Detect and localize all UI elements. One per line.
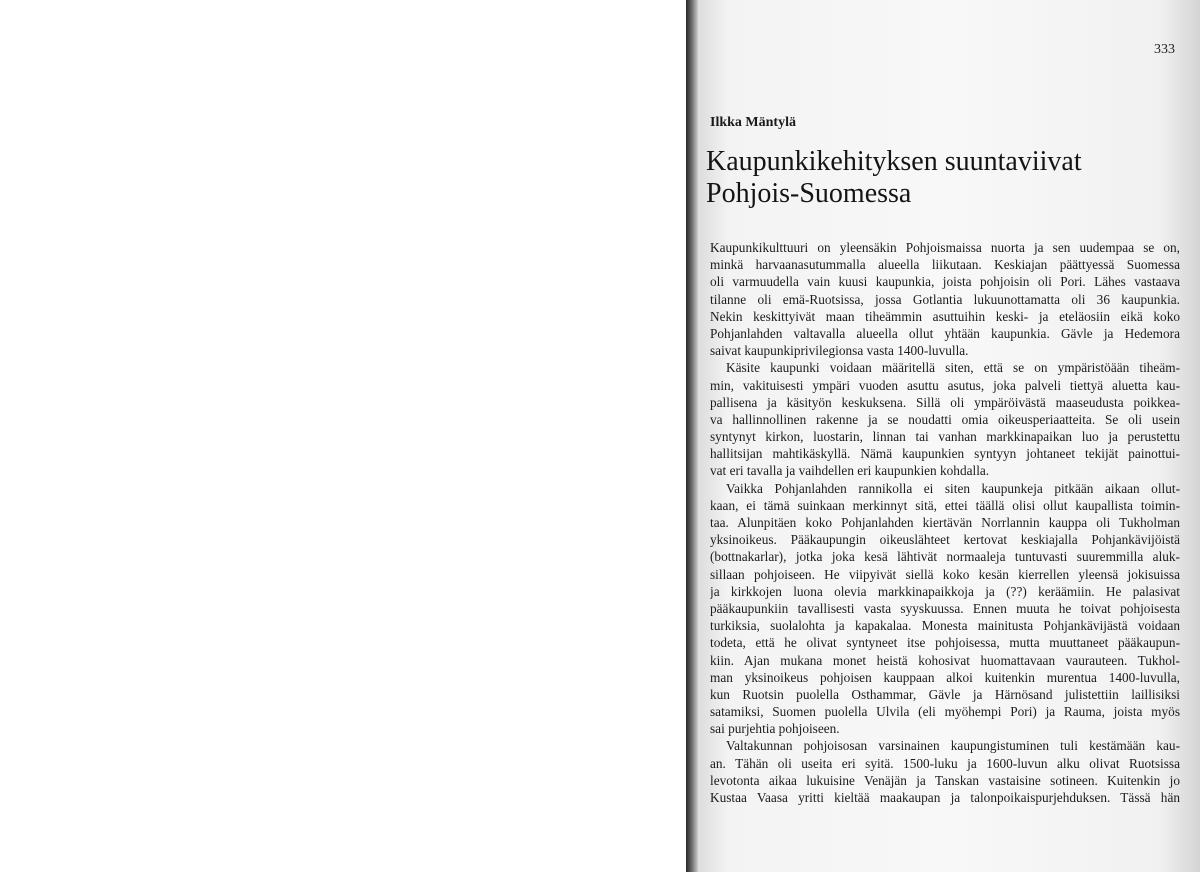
body-line: kun Ruotsin puolella Osthammar, Gävle ja Härnösand julistettiin laillisiksi: [710, 686, 1180, 702]
author-name: Ilkka Mäntylä: [710, 115, 796, 130]
body-line: minkä harvaanasutummalla alueella liikutaan. Keskiajan päättyessä Suomessa: [710, 257, 1180, 273]
body-line: man yksinoikeus pohjoisen kauppaan alkoi kuitenkin murentua 1400-luvulla,: [710, 669, 1180, 685]
body-line: kaan, ei tämä suinkaan merkinnyt sitä, ettei täällä olisi ollut kaupallista toimin-: [710, 497, 1180, 513]
body-line: sillaan pohjoiseen. He viipyivät siellä koko kesän kierrellen yleensä jokisuissa: [710, 566, 1180, 582]
body-line: saivat kaupunkiprivilegionsa vasta 1400-luvulla.: [710, 343, 969, 359]
body-line: yksinoikeus. Pääkaupungin oikeuslähteet kertovat keskiajalla Pohjankävijöistä: [710, 532, 1180, 548]
body-line: oli varmuudella vain kuusi kaupunkia, joista pohjoisin oli Pori. Lähes vastaava: [710, 274, 1180, 290]
article-body: [710, 239, 1180, 806]
body-line: tilanne oli emä-Ruotsissa, jossa Gotlantia lukuunottamatta oli 36 kaupunkia.: [710, 291, 1180, 307]
page-number: 333: [1154, 42, 1175, 57]
article-title: [706, 146, 1176, 210]
body-line: Kustaa Vaasa yritti kieltää maakaupan ja talonpoikaispurjehduksen. Tässä hän: [710, 790, 1180, 805]
body-line: satamiksi, Suomen puolella Ulvila (eli myöhempi Pori) ja Rauma, joista myös: [710, 704, 1180, 720]
body-line: min, vakituisesti ympäri vuoden asuttu asutus, joka palveli tiettyä aluetta kau-: [710, 377, 1180, 393]
body-line: Vaikka Pohjanlahden rannikolla ei siten kaupunkeja pitkään aikaan ollut-: [726, 480, 1180, 496]
title-line: Pohjois-Suomessa: [706, 178, 912, 209]
body-line: kiin. Ajan mukana monet heistä kohosivat huomattavaan vaurauteen. Tukhol-: [710, 652, 1180, 668]
body-line: vat eri tavalla ja vaihdellen eri kaupunkien kohdalla.: [710, 463, 990, 479]
title-line: Kaupunkikehityksen suuntaviivat: [706, 146, 1082, 177]
body-line: levotonta aikaa lukuisine Venäjän ja Tanskan vastaisine sotineen. Kuitenkin jo: [710, 772, 1180, 788]
body-line: hallitsijan mahtikäskyllä. Nämä kaupunkien syntyyn johtaneet tekijät painottui-: [710, 446, 1180, 462]
body-line: an. Tähän oli useita eri syitä. 1500-luku ja 1600-luvun alku olivat Ruotsissa: [710, 755, 1180, 771]
body-line: Nekin keskittyivät maan tiheämmin asuttuihin keski- ja eteläosiin eikä koko: [710, 308, 1180, 324]
body-line: va hallinnollinen rakenne ja se noudatti omia oikeusperiaatteita. Se oli usein: [710, 411, 1180, 427]
body-line: pallisena ja käsityön keskuksena. Sillä oli ympäröivästä maaseudusta poikkea-: [710, 394, 1180, 410]
body-line: sai purjehtia pohjoiseen.: [710, 721, 840, 737]
body-line: ja kirkkojen luona olevia markkinapaikkoja ja (??) keräämiin. He palasivat: [710, 583, 1180, 599]
body-line: syntynyt kirkon, luostarin, linnan tai vanhan markkinapaikan luo ja perustettu: [710, 429, 1180, 445]
body-line: Valtakunnan pohjoisosan varsinainen kaupungistuminen tuli kestämään kau-: [726, 738, 1180, 754]
body-line: turkiksia, suolalohta ja kapakalaa. Monesta mainitusta Pohjankävijästä voidaan: [710, 618, 1180, 634]
body-line: taa. Alunpitäen koko Pohjanlahden kiertävän Norrlannin kauppa oli Tukholman: [710, 515, 1180, 530]
body-line: pääkaupunkiin tavallisesti vasta syyskuussa. Ennen muuta he toivat pohjoisesta: [710, 600, 1180, 616]
right-page: [698, 0, 1200, 872]
body-line: (bottnakarlar), jotka joka kesä lähtivät normaaleja tuntuvasti suuremmilla aluk-: [710, 549, 1180, 565]
body-line: Pohjanlahden valtavalla alueella ollut yhtään kaupunkia. Gävle ja Hedemora: [710, 325, 1180, 341]
body-line: Kaupunkikulttuuri on yleensäkin Pohjoismaissa nuorta ja sen uudempaa se on,: [710, 240, 1180, 255]
body-line: todeta, että he olivat syntyneet itse pohjoisessa, mutta muuttaneet pääkaupun-: [710, 635, 1180, 651]
body-line: Käsite kaupunki voidaan määritellä siten, että se on ympäristöään tiheäm-: [726, 360, 1180, 376]
